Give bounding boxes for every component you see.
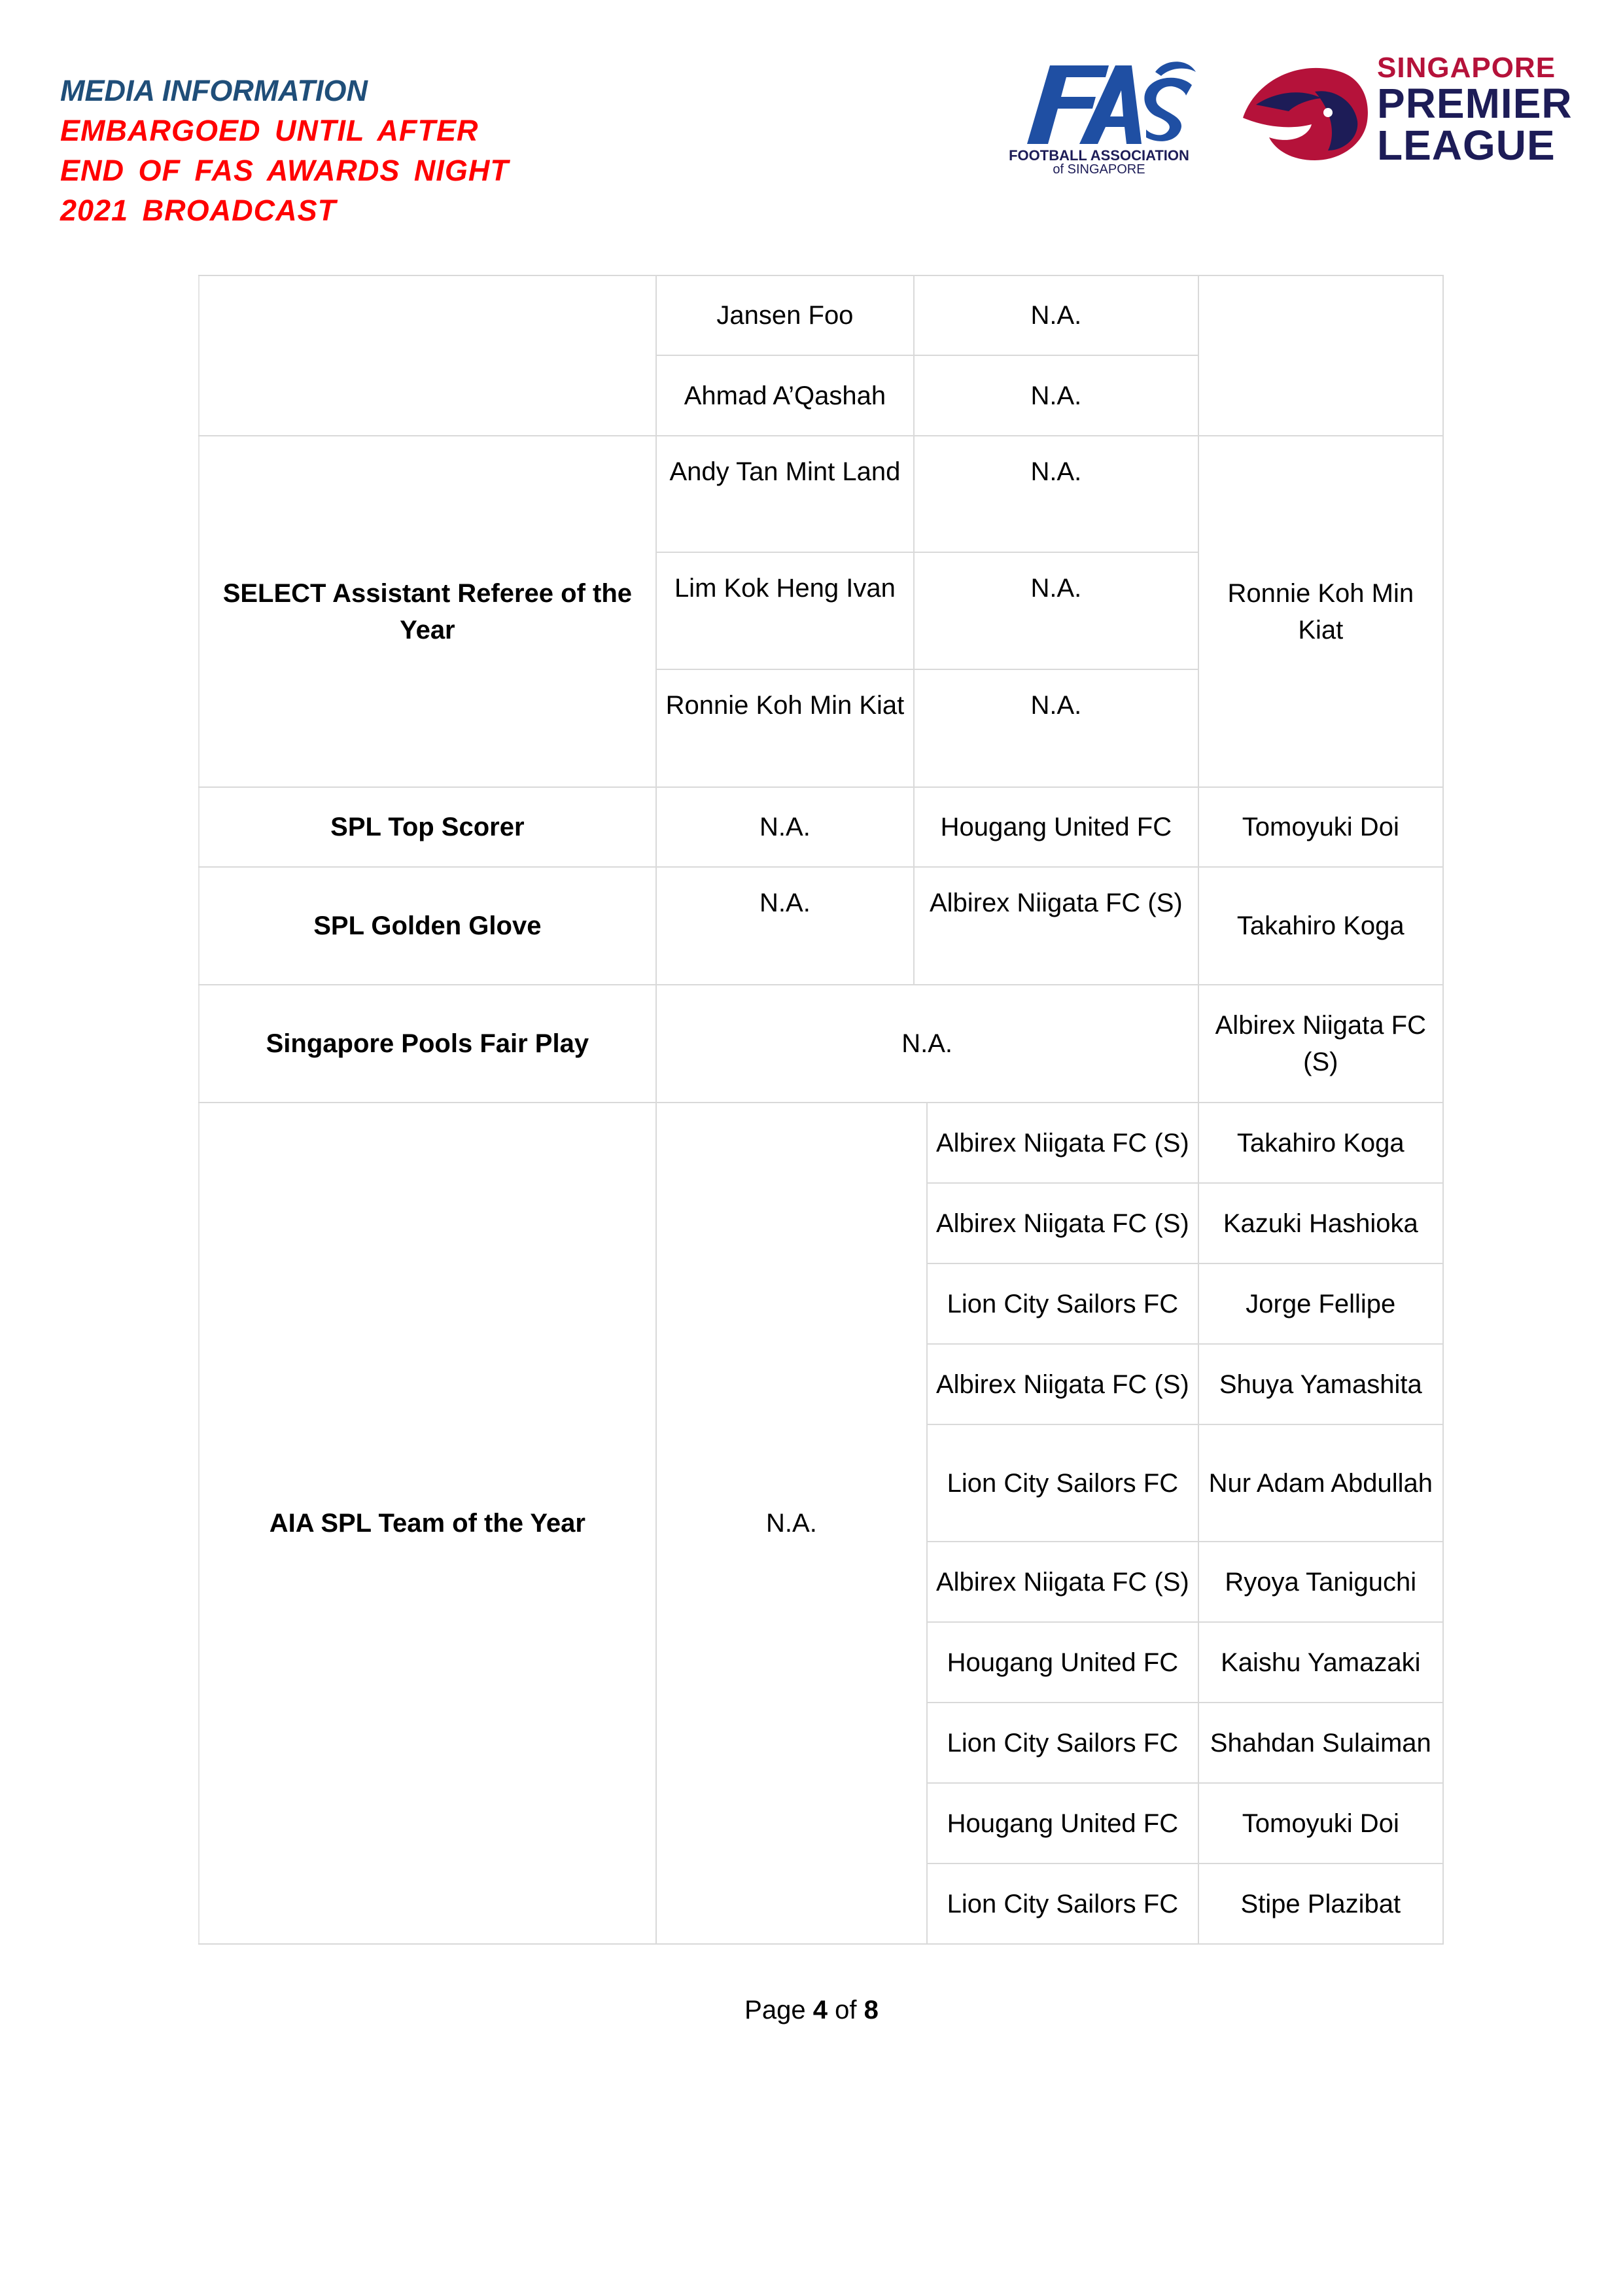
nominee-cell: Jansen Foo <box>656 275 914 355</box>
club-cell: Lion City Sailors FC <box>927 1863 1198 1944</box>
category-cell: SELECT Assistant Referee of the Year <box>199 436 656 787</box>
club-cell: N.A. <box>914 552 1198 669</box>
nominee-cell: Lim Kok Heng Ivan <box>656 552 914 669</box>
winner-cell: Ronnie Koh Min Kiat <box>1198 436 1443 787</box>
awards-table <box>198 275 1444 1945</box>
nominee-cell: N.A. <box>656 787 914 867</box>
fas-caption-line-2: of SINGAPORE <box>1053 162 1145 177</box>
winner-cell: Tomoyuki Doi <box>1198 1783 1443 1863</box>
winner-cell: Ryoya Taniguchi <box>1198 1542 1443 1622</box>
category-cell-empty <box>199 275 656 436</box>
club-cell: Albirex Niigata FC (S) <box>914 867 1198 985</box>
winner-cell: Jorge Fellipe <box>1198 1263 1443 1344</box>
nominee-cell: N.A. <box>656 985 1198 1103</box>
nominee-cell: N.A. <box>656 1103 927 1944</box>
spl-wordmark <box>1377 52 1573 169</box>
club-cell: Albirex Niigata FC (S) <box>927 1103 1198 1183</box>
page-current: 4 <box>812 1996 828 2024</box>
media-information-label: MEDIA INFORMATION <box>60 74 368 107</box>
winner-cell: Kazuki Hashioka <box>1198 1183 1443 1263</box>
fas-caption-line-1: FOOTBALL ASSOCIATION <box>1009 147 1189 164</box>
winner-cell: Shuya Yamashita <box>1198 1344 1443 1424</box>
page-number <box>0 1996 1623 2025</box>
club-cell: Hougang United FC <box>914 787 1198 867</box>
spl-wordmark-line-2: PREMIER <box>1377 80 1573 127</box>
winner-cell: Takahiro Koga <box>1198 1103 1443 1183</box>
club-cell: Lion City Sailors FC <box>927 1263 1198 1344</box>
club-cell: Albirex Niigata FC (S) <box>927 1542 1198 1622</box>
club-cell: N.A. <box>914 436 1198 552</box>
club-cell: Lion City Sailors FC <box>927 1424 1198 1542</box>
table-row <box>199 985 1443 1103</box>
spl-wordmark-line-1: SINGAPORE <box>1377 52 1556 84</box>
winner-cell: Stipe Plazibat <box>1198 1863 1443 1944</box>
club-cell: Hougang United FC <box>927 1622 1198 1703</box>
table-row <box>199 275 1443 355</box>
nominee-cell: Ahmad A’Qashah <box>656 355 914 436</box>
embargo-line-2: END OF FAS AWARDS NIGHT <box>60 154 509 187</box>
club-cell: Lion City Sailors FC <box>927 1703 1198 1783</box>
club-cell: Hougang United FC <box>927 1783 1198 1863</box>
category-cell: SPL Golden Glove <box>199 867 656 985</box>
club-cell: N.A. <box>914 669 1198 787</box>
club-cell: N.A. <box>914 355 1198 436</box>
page-label: Page <box>744 1996 806 2024</box>
winner-cell: Takahiro Koga <box>1198 867 1443 985</box>
table-row <box>199 1103 1443 1183</box>
media-header <box>60 71 509 230</box>
category-cell: Singapore Pools Fair Play <box>199 985 656 1103</box>
table-row <box>199 436 1443 552</box>
club-cell: N.A. <box>914 275 1198 355</box>
winner-cell: Shahdan Sulaiman <box>1198 1703 1443 1783</box>
table-row <box>199 787 1443 867</box>
winner-cell: Albirex Niigata FC (S) <box>1198 985 1443 1103</box>
nominee-cell: Ronnie Koh Min Kiat <box>656 669 914 787</box>
winner-cell: Tomoyuki Doi <box>1198 787 1443 867</box>
embargo-line-3: 2021 BROADCAST <box>60 194 337 227</box>
winner-cell: Nur Adam Abdullah <box>1198 1424 1443 1542</box>
fas-caption <box>1001 148 1197 177</box>
winner-cell: Kaishu Yamazaki <box>1198 1622 1443 1703</box>
nominee-cell: N.A. <box>656 867 914 985</box>
club-cell: Albirex Niigata FC (S) <box>927 1344 1198 1424</box>
club-cell: Albirex Niigata FC (S) <box>927 1183 1198 1263</box>
spl-wordmark-line-3: LEAGUE <box>1377 122 1556 169</box>
category-cell: AIA SPL Team of the Year <box>199 1103 656 1944</box>
winner-cell-empty <box>1198 275 1443 436</box>
embargo-line-1: EMBARGOED UNTIL AFTER <box>60 114 479 147</box>
category-cell: SPL Top Scorer <box>199 787 656 867</box>
table-row <box>199 867 1443 985</box>
nominee-cell: Andy Tan Mint Land <box>656 436 914 552</box>
page-total: 8 <box>864 1996 879 2024</box>
of-label: of <box>835 1996 857 2024</box>
